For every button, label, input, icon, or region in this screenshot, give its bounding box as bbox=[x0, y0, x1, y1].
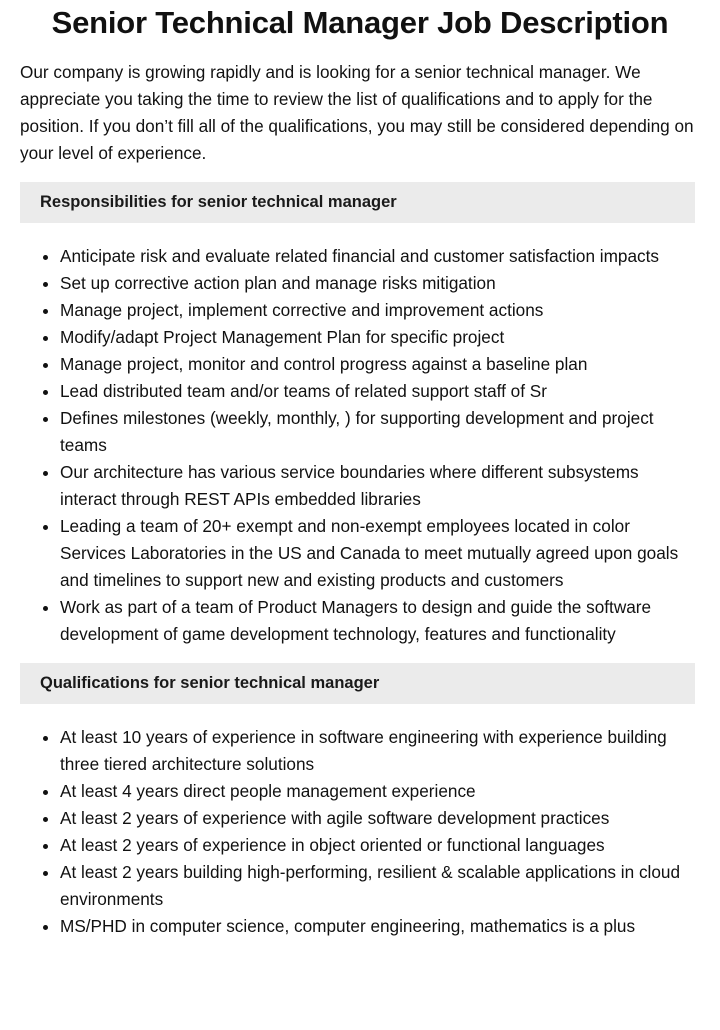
list-item: • Work as part of a team of Product Managers to design and guide the software development of game development technology, features and functionality bbox=[60, 594, 695, 648]
qualifications-heading: Qualifications for senior technical manager bbox=[20, 663, 695, 704]
responsibilities-list bbox=[20, 243, 695, 648]
list-item: • Our architecture has various service boundaries where different subsystems interact through REST APIs embedded libraries bbox=[60, 459, 695, 513]
list-item: • Manage project, monitor and control progress against a baseline plan bbox=[60, 351, 695, 378]
list-item: • Manage project, implement corrective and improvement actions bbox=[60, 297, 695, 324]
list-item: • Lead distributed team and/or teams of related support staff of Sr bbox=[60, 378, 695, 405]
qualifications-list bbox=[20, 724, 695, 940]
list-item: • Leading a team of 20+ exempt and non-exempt employees located in color Services Laboratories in the US and Canada to meet mutually agreed upon goals and timelines to support new and existing products and customers bbox=[60, 513, 695, 594]
list-item: • Set up corrective action plan and manage risks mitigation bbox=[60, 270, 695, 297]
list-item: • Defines milestones (weekly, monthly, ) for supporting development and project teams bbox=[60, 405, 695, 459]
list-item: • At least 10 years of experience in software engineering with experience building three tiered architecture solutions bbox=[60, 724, 695, 778]
page-title: Senior Technical Manager Job Description bbox=[51, 5, 669, 40]
intro-paragraph: Our company is growing rapidly and is looking for a senior technical manager. We appreciate you taking the time to review the list of qualifications and to apply for the position. If you don’t fill all of the qualifications, you may still be considered depending on your level of experience. bbox=[20, 62, 694, 163]
list-item: • At least 2 years of experience with agile software development practices bbox=[60, 805, 695, 832]
list-item: • At least 2 years of experience in object oriented or functional languages bbox=[60, 832, 695, 859]
list-item: • At least 4 years direct people management experience bbox=[60, 778, 695, 805]
list-item: • Modify/adapt Project Management Plan for specific project bbox=[60, 324, 695, 351]
responsibilities-heading: Responsibilities for senior technical manager bbox=[20, 182, 695, 223]
list-item: • At least 2 years building high-performing, resilient & scalable applications in cloud environments bbox=[60, 859, 695, 913]
list-item: • MS/PHD in computer science, computer engineering, mathematics is a plus bbox=[60, 913, 695, 940]
list-item: • Anticipate risk and evaluate related financial and customer satisfaction impacts bbox=[60, 243, 695, 270]
